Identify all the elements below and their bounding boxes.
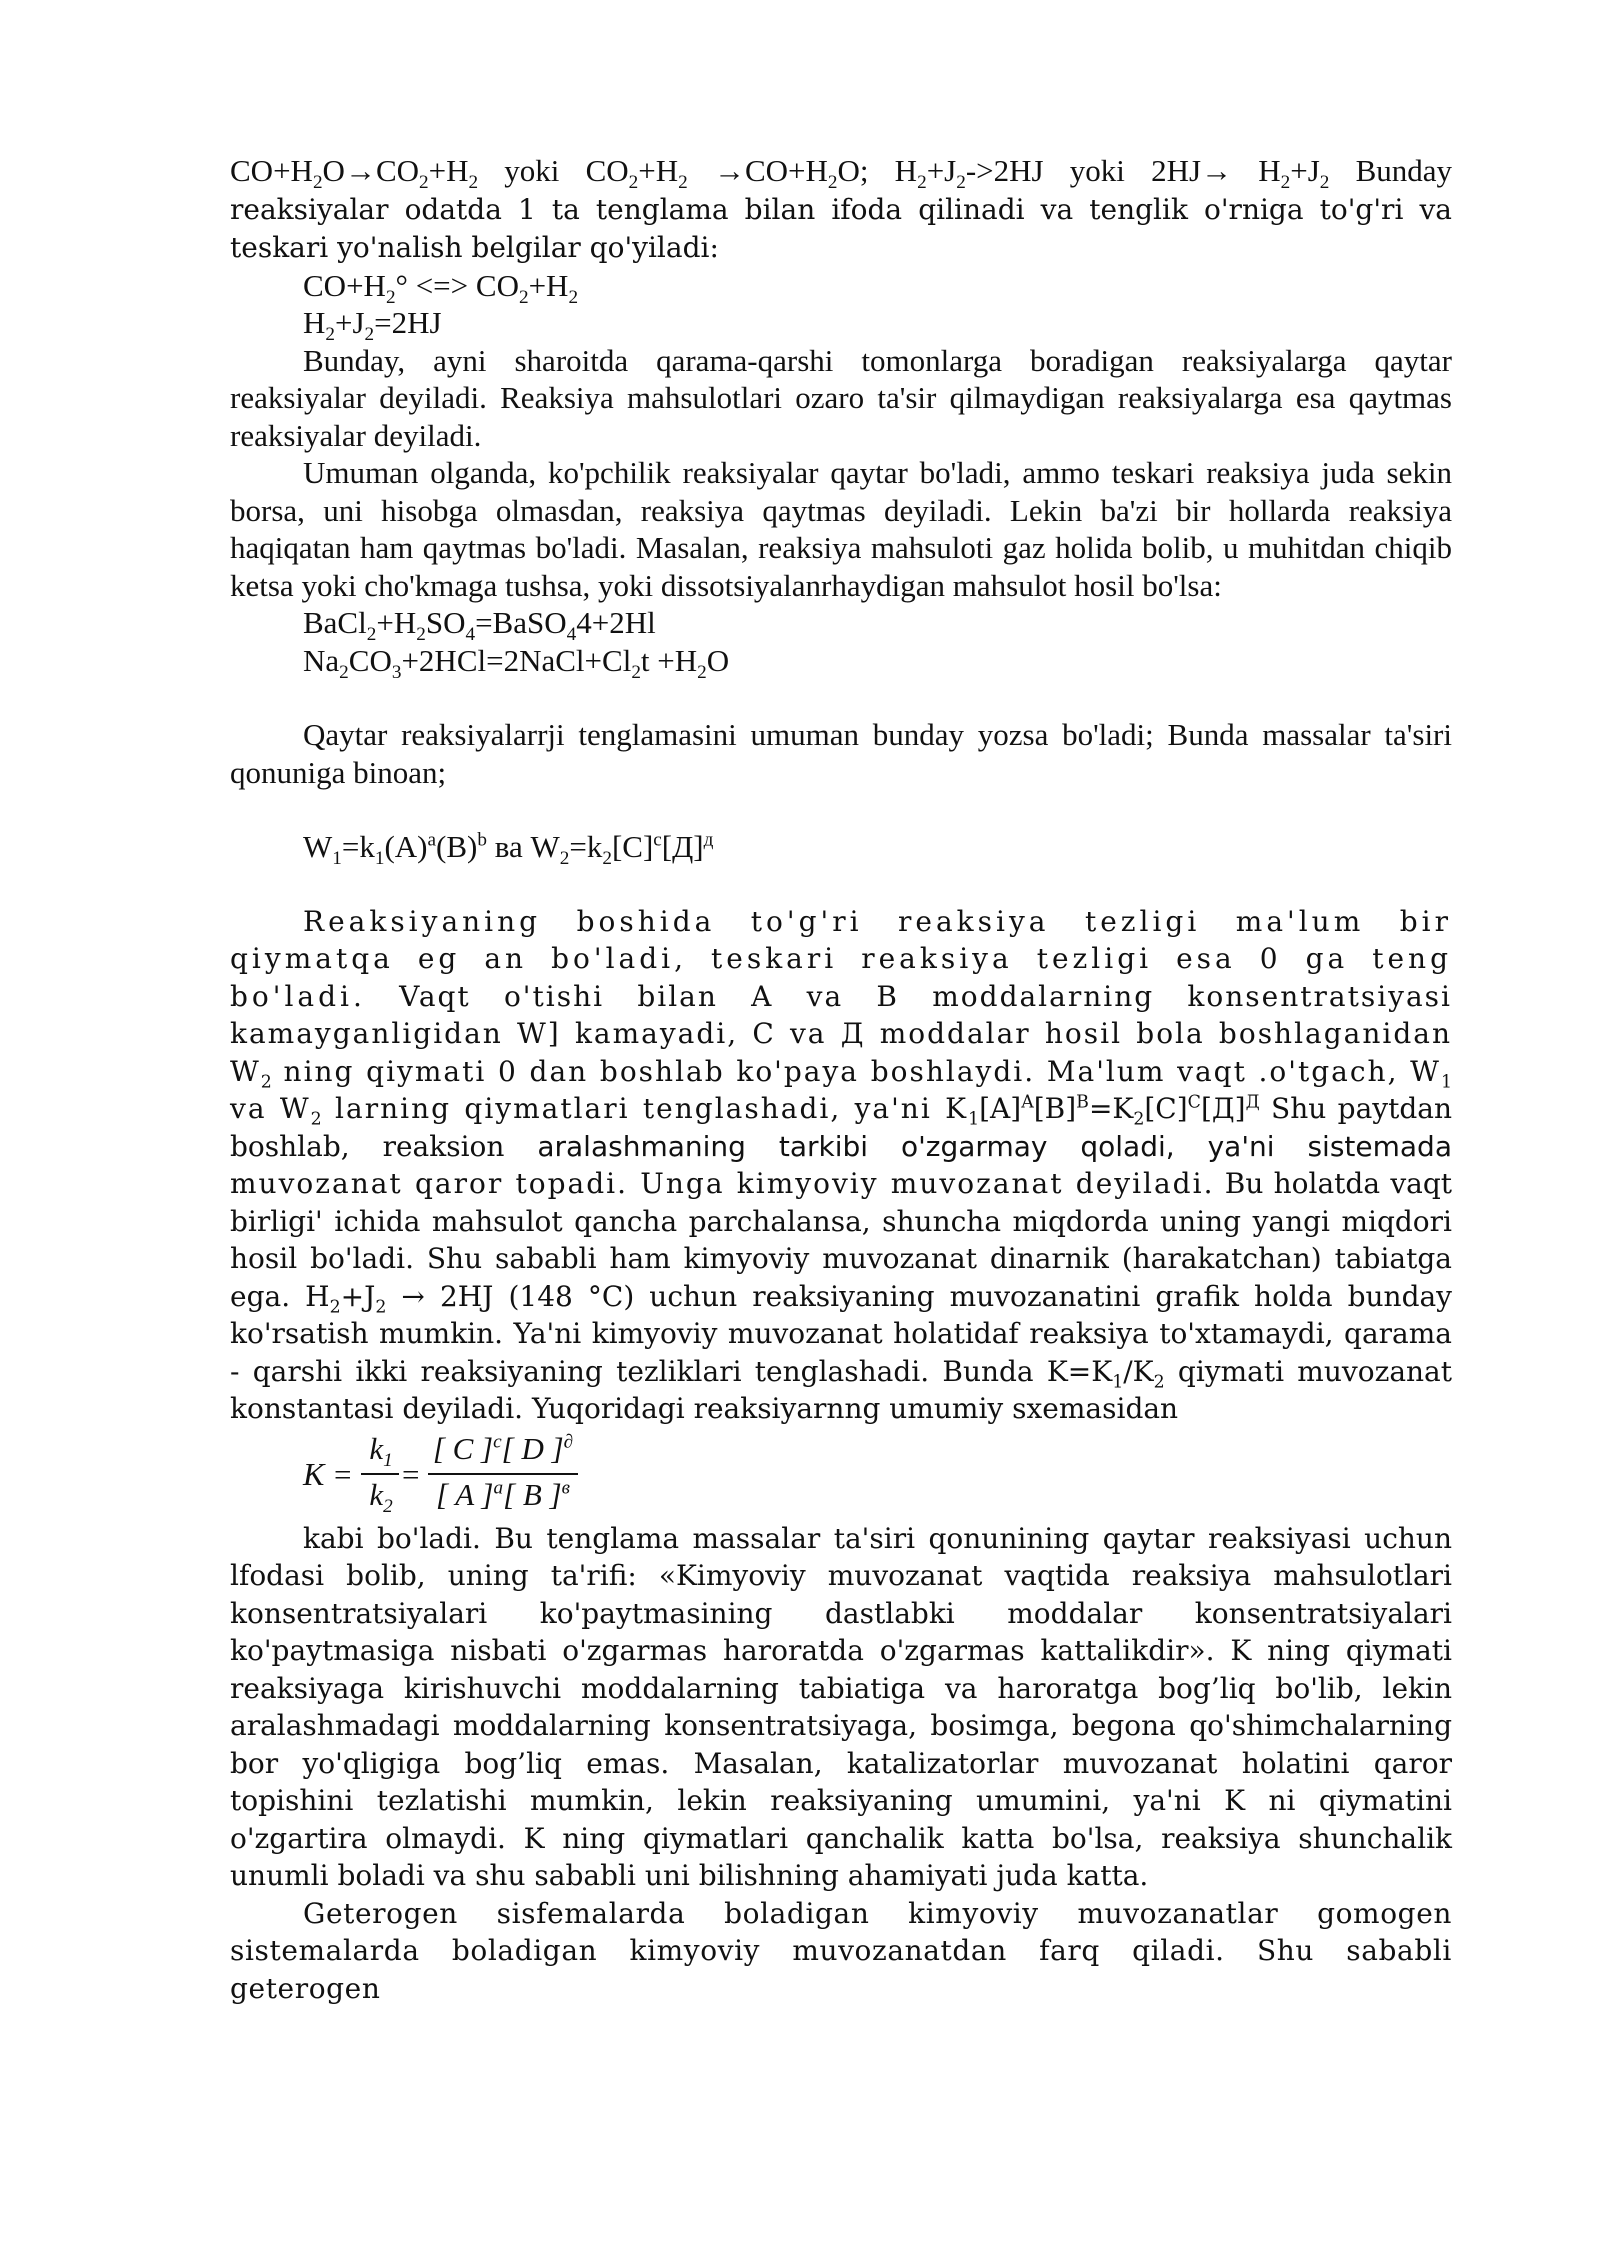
paragraph-7: Geterogen sisfemalarda boladigan kimyoviy muvozanatlar gomogen sistemalarda boladigan kimyoviy muvozanatdan farq qiladi. Shu sababli geterogen xyxy=(230,1896,1452,2005)
formula-numerator: [ C ]$^c$[ D ]∂ xyxy=(432,1430,574,1466)
equilibrium-constant-formula xyxy=(230,1430,1452,1516)
formula-equals-2: = xyxy=(402,1456,420,1492)
formula-denominator: [ A ]$^a$[ B ]$^в$ xyxy=(436,1476,570,1512)
paragraph-5: Reaksiyaning boshida to'g'ri reaksiya tezligi ma'lum bir qiymatqa eg an bo'ladi, teskari reaksiya tezligi esa 0 ga teng bo'ladi. Vaqt o'tishi bilan A va B moddalarning konsentratsiyasi kamayganligidan W] kamayadi, C va Д moddalar hosil bola boshlaganidan $W_2$ ning qiymati 0 dan boshlab ko'paya boshlaydi. Ma'lum vaqt .o'tgach, $W_1$ va $W_2$ larning qiymatlari tenglashadi, ya'ni $K_1[A]^A[B]^B=K_2[C]^C[Д]^Д$ Shu paytdan boshlab, reaksion aralashmaning tarkibi o'zgarmay qoladi, ya'ni sistemada muvozanat qaror topadi. Unga kimyoviy muvozanat deyiladi. Bu holatda vaqt birligi' ichida mahsulot qancha parchalansa, shuncha miqdorda uning yangi miqdori hosil bo'ladi. Shu sababli ham kimyoviy muvozanat dinarnik (harakatchan) tabiatga ega. $H_2+J_2 \to 2HJ$ (148 °C) uchun reaksiyaning muvozanatini grafik holda bunday ko'rsatish mumkin. Ya'ni kimyoviy muvozanat holatidaf reaksiya to'xtamaydi, qarama - qarshi ikki reaksiyaning tezliklari tenglashadi. Bunda $K=K_1/K_2$ qiymati muvozanat konstantasi deyiladi. Yuqoridagi reaksiyarnng umumiy sxemasidan xyxy=(230,904,1453,1425)
formula-k2: $k_2$ xyxy=(369,1476,393,1517)
equation-2: $H_2+J_2=2HJ$ xyxy=(303,305,442,346)
equation-4: $Na_2CO_3+2HCl=2NaCl+Cl_2t +H_2O$ xyxy=(303,642,730,683)
document-page xyxy=(230,152,1452,2007)
equation-3: $BaCl_2+H_2SO_4=BaSO_44+2Hl$ xyxy=(303,605,656,646)
paragraph-4: Qaytar reaksiyalarrji tenglamasini umuman bunday yozsa bo'ladi; Bunda massalar ta'siri qonuniga binoan; xyxy=(230,717,1452,790)
paragraph-6: kabi bo'ladi. Bu tenglama massalar ta'siri qonunining qaytar reaksiyasi uchun lfodasi bolib, uning ta'rifi: «Kimyoviy muvozanat vaqtida reaksiya mahsulotlari konsentratsiyalari ko'paytmasining dastlabki moddalar konsentratsiyalari ko'paytmasiga nisbati o'zgarmas haroratda o'zgarmas kattalikdir». K ning qiymati reaksiyaga kirishuvchi moddalarning tabiatiga va haroratga bog’liq bo'lib, lekin aralashmadagi moddalarning konsentratsiyaga, bosimga, begona qo'shimchalarning bor yo'qligiga bog’liq emas. Masalan, katalizatorlar muvozanat holatini qaror topishini tezlatishi mumkin, lekin reaksiyaning umumini, ya'ni K ni qiymatini o'zgartira olmaydi. K ning qiymatlari qanchalik katta bo'lsa, reaksiya shunchalik unumli boladi va shu sababli uni bilishning ahamiyati juda katta. xyxy=(230,1521,1452,1892)
formula-k: K xyxy=(303,1455,325,1492)
paragraph-2: Bunday, ayni sharoitda qarama-qarshi tomonlarga boradigan reaksiyalarga qaytar reaksiyalar deyiladi. Reaksiya mahsulotlari ozaro ta'sir qilmaydigan reaksiyalarga esa qaytmas reaksiyalar deyiladi. xyxy=(230,342,1452,453)
paragraph-1: $CO+H_2O\to CO_2+H_2$ yoki $CO_2+H_2 \to CO+H_2O$; $H_2+J_2->2HJ$ yoki $2HJ\to H_2+J_2$ Bunday reaksiyalar odatda 1 ta tenglama bilan ifoda qilinadi va tenglik o'rniga to'g'ri va teskari yo'nalish belgilar qo'yiladi: xyxy=(230,153,1453,264)
equation-1: $CO+H_2^\circ$ <=> $CO_2+H_2$ xyxy=(303,267,579,308)
formula-k1: $k_1$ xyxy=(369,1430,393,1471)
fraction-bar-2 xyxy=(428,1473,578,1475)
equation-5: $W_1=k_1(A)^a(B)^b$ ва $W_2=k_2[C]^c[Д]^д$ xyxy=(303,829,714,870)
spacer xyxy=(230,679,1452,716)
formula-equals-1: = xyxy=(334,1456,352,1492)
fraction-bar-1 xyxy=(361,1473,399,1475)
paragraph-3: Umuman olganda, ko'pchilik reaksiyalar qaytar bo'ladi, ammo teskari reaksiya juda sekin borsa, uni hisobga olmasdan, reaksiya qaytmas deyiladi. Lekin ba'zi bir hollarda reaksiya haqiqatan ham qaytmas bo'ladi. Masalan, reaksiya mahsuloti gaz holida bolib, u muhitdan chiqib ketsa yoki cho'kmaga tushsa, yoki dissotsiyalanrhaydigan mahsulot hosil bo'lsa: xyxy=(230,455,1452,603)
spacer xyxy=(230,791,1452,828)
spacer xyxy=(230,866,1452,903)
